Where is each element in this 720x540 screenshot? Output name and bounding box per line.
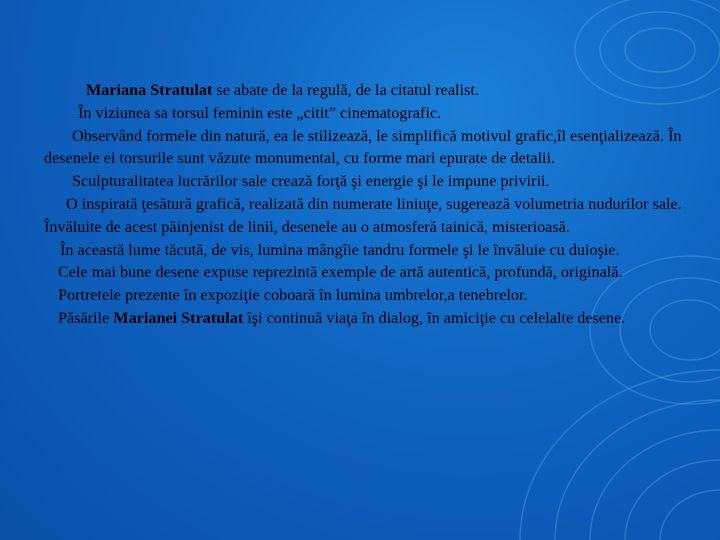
paragraph-2: În viziunea sa torsul feminin este „citit” cinematografic.	[78, 103, 442, 122]
artist-name-genitive: Marianei Stratulat	[113, 308, 244, 327]
paragraph-9-start: Păsările	[58, 308, 114, 327]
paragraph-1	[44, 79, 694, 102]
paragraph-9	[44, 307, 694, 330]
slide-body-text	[44, 79, 694, 330]
paragraph-3: Observând formele din natură, ea le stilizează, le simplifică motivul grafic,îl esenţializează. În desenele ei torsurile sunt văzute monumental, cu forme mari epurate de detalii.	[44, 126, 682, 168]
paragraph-1-text: se abate de la regulă, de la citatul realist.	[212, 81, 479, 99]
paragraph-5: O inspirată ţesătură grafică, realizată din numerate liniuţe, sugerează volumetria nudurilor sale. Învăluite de acest păinjenist de linii, desenele au o atmosferă tainică, misterioasă.	[44, 194, 682, 236]
paragraph-6: În această lume tăcută, de vis, lumina mângîie tandru formele şi le învăluie cu duioşie.	[60, 240, 620, 259]
paragraph-8: Portretele prezente în expoziţie coboară în lumina umbrelor,a tenebrelor.	[58, 286, 528, 305]
paragraph-4: Sculpturalitatea lucrărilor sale crează forţă şi energie şi le impune privirii.	[72, 172, 550, 191]
paragraph-9-text: îşi continuă viaţa în dialog, în amiciţie cu celelalte desene.	[243, 308, 626, 327]
paragraph-7: Cele mai bune desene expuse reprezintă exemple de artă autentică, profundă, originală.	[58, 263, 623, 282]
artist-name: Mariana Stratulat	[86, 81, 213, 99]
